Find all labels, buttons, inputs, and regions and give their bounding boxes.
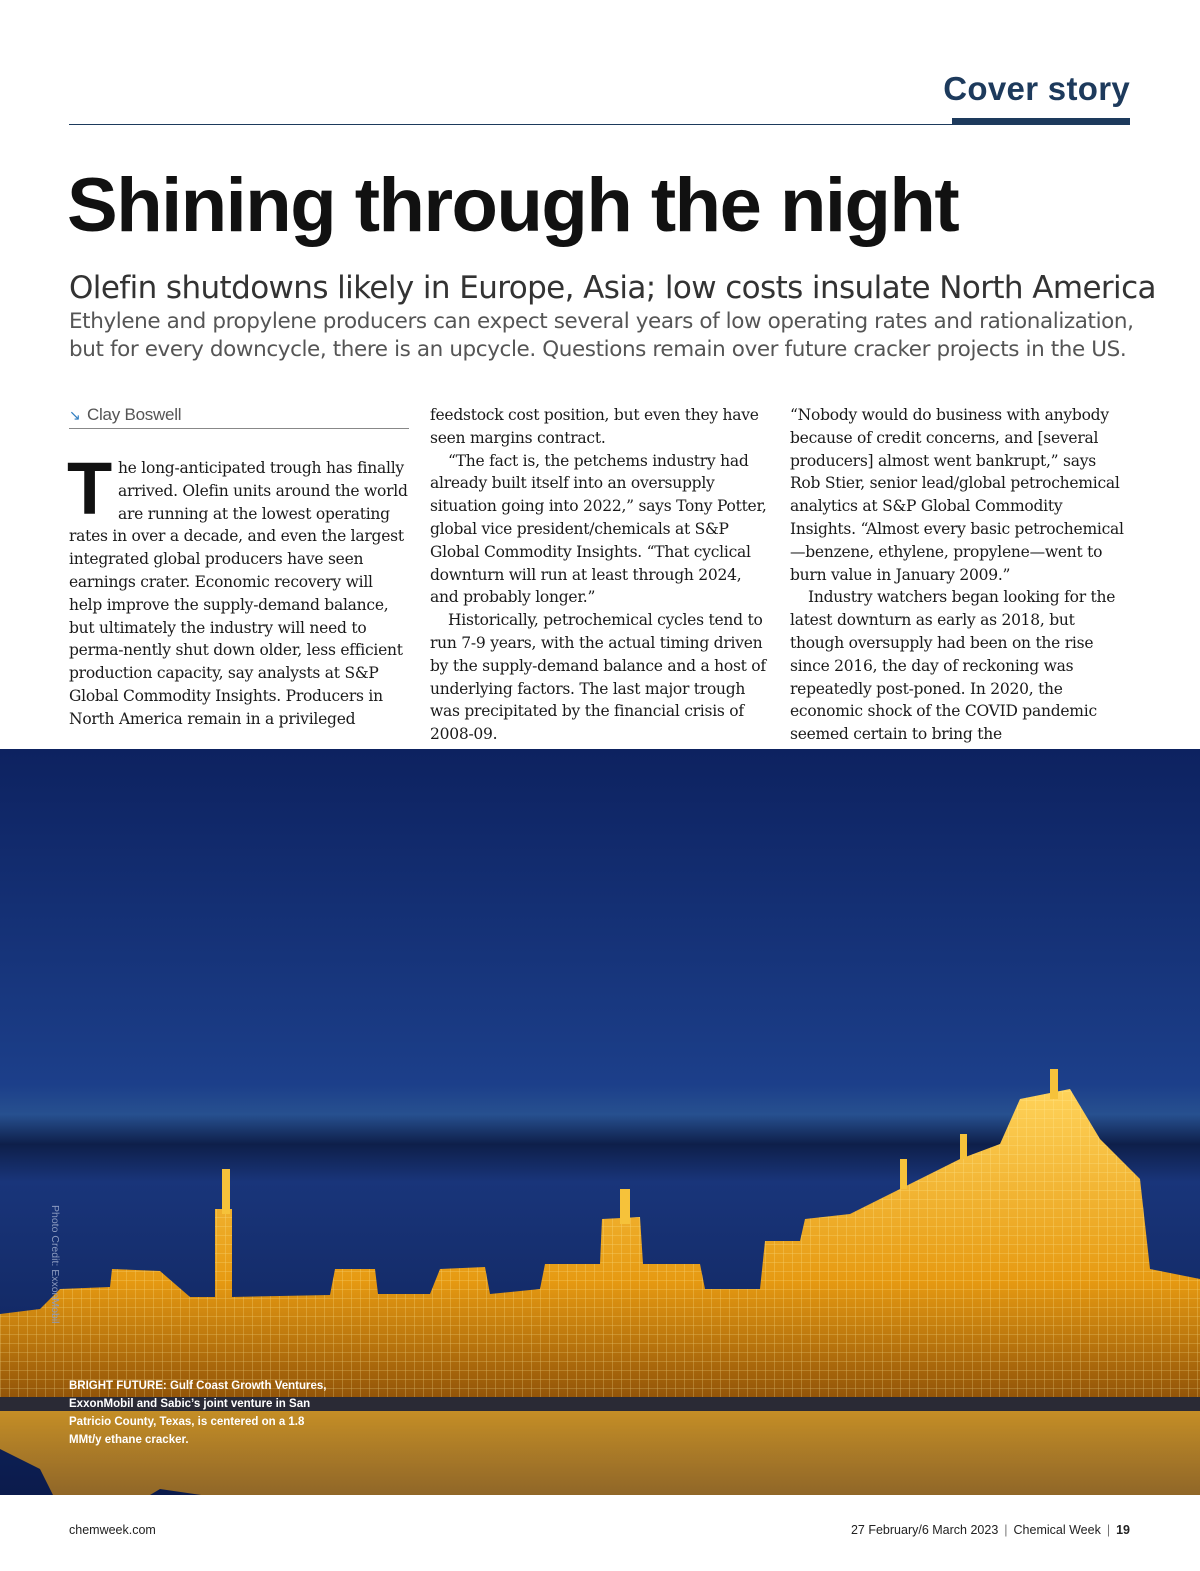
footer-site: chemweek.com <box>69 1523 156 1537</box>
column-1 <box>69 404 409 731</box>
plant-structures <box>0 1069 1200 1409</box>
body-paragraph: “The fact is, the petchems industry had already built itself into an oversupply situation going into 2022,” says Tony Potter, global vice president/chemicals at S&P Global Commodity Insights. “That cyclical downturn will run at least through 2024, and probably longer.” <box>430 451 767 607</box>
photo-credit: Photo Credit: ExxonMobil <box>49 1205 61 1324</box>
footer-info <box>851 1523 1130 1537</box>
drop-cap: T <box>67 447 112 530</box>
byline-author: Clay Boswell <box>87 404 182 424</box>
body-text: he long-anticipated trough has finally arrived. Olefin units around the world are running at the lowest operating rates in over a decade, and even the largest integrated global producers have seen earnings crater. Economic recovery will help improve the supply-demand balance, but ultimately the industry will need to perma-nently shut down older, less efficient production capacity, say analysts at S&P Global Commodity Insights. Producers in North America remain in a privileged <box>69 459 408 728</box>
section-label: Cover story <box>943 70 1130 107</box>
top-rule <box>69 124 1130 125</box>
dek: Ethylene and propylene producers can expect several years of low operating rates and rationalization, but for every downcycle, there is an upcycle. Questions remain over future cracker projects in the US. <box>69 309 1134 362</box>
body-paragraph <box>67 447 409 731</box>
body-paragraph: “Nobody would do business with anybody because of credit concerns, and [several producers] almost went bankrupt,” says Rob Stier, senior lead/global petrochemical analytics at S&P Global Commodity Insights. “Almost every basic petrochemical—benzene, ethylene, propylene—went to burn value in January 2009.” <box>790 406 1124 584</box>
column-2 <box>430 404 770 746</box>
footer-date: 27 February/6 March 2023 <box>850 1523 999 1537</box>
body-paragraph: Industry watchers began looking for the latest downturn as early as 2018, but though oversupply had been on the rise since 2016, the day of reckoning was repeatedly post-poned. In 2020, the economic shock of the COVID pandemic seemed certain to bring the <box>790 588 1116 744</box>
column-3 <box>790 404 1130 746</box>
body-paragraph: feedstock cost position, but even they have seen margins contract. <box>430 406 759 447</box>
caption-text: Gulf Coast Growth Ventures, ExxonMobil and Sabic’s joint venture in San Patricio County, Texas, is centered on a 1.8 MMt/y ethane cracker. <box>69 1380 327 1446</box>
subhead: Olefin shutdowns likely in Europe, Asia; low costs insulate North America <box>69 270 1156 306</box>
body-paragraph: Historically, petrochemical cycles tend to run 7-9 years, with the actual timing driven by the supply-demand balance and a host of underlying factors. The last major trough was precipitated by the financial crisis of 2008-09. <box>430 611 766 744</box>
arrow-down-right-icon: ↘ <box>69 406 81 423</box>
footer-separator: | <box>1106 1523 1111 1537</box>
caption-lead: BRIGHT FUTURE: <box>69 1380 167 1392</box>
photo-caption <box>69 1377 339 1449</box>
footer-separator: | <box>1004 1523 1008 1537</box>
footer-publication: Chemical Week <box>1013 1523 1101 1537</box>
byline <box>69 404 409 429</box>
page-number: 19 <box>1116 1523 1130 1537</box>
headline: Shining through the night <box>67 163 959 248</box>
